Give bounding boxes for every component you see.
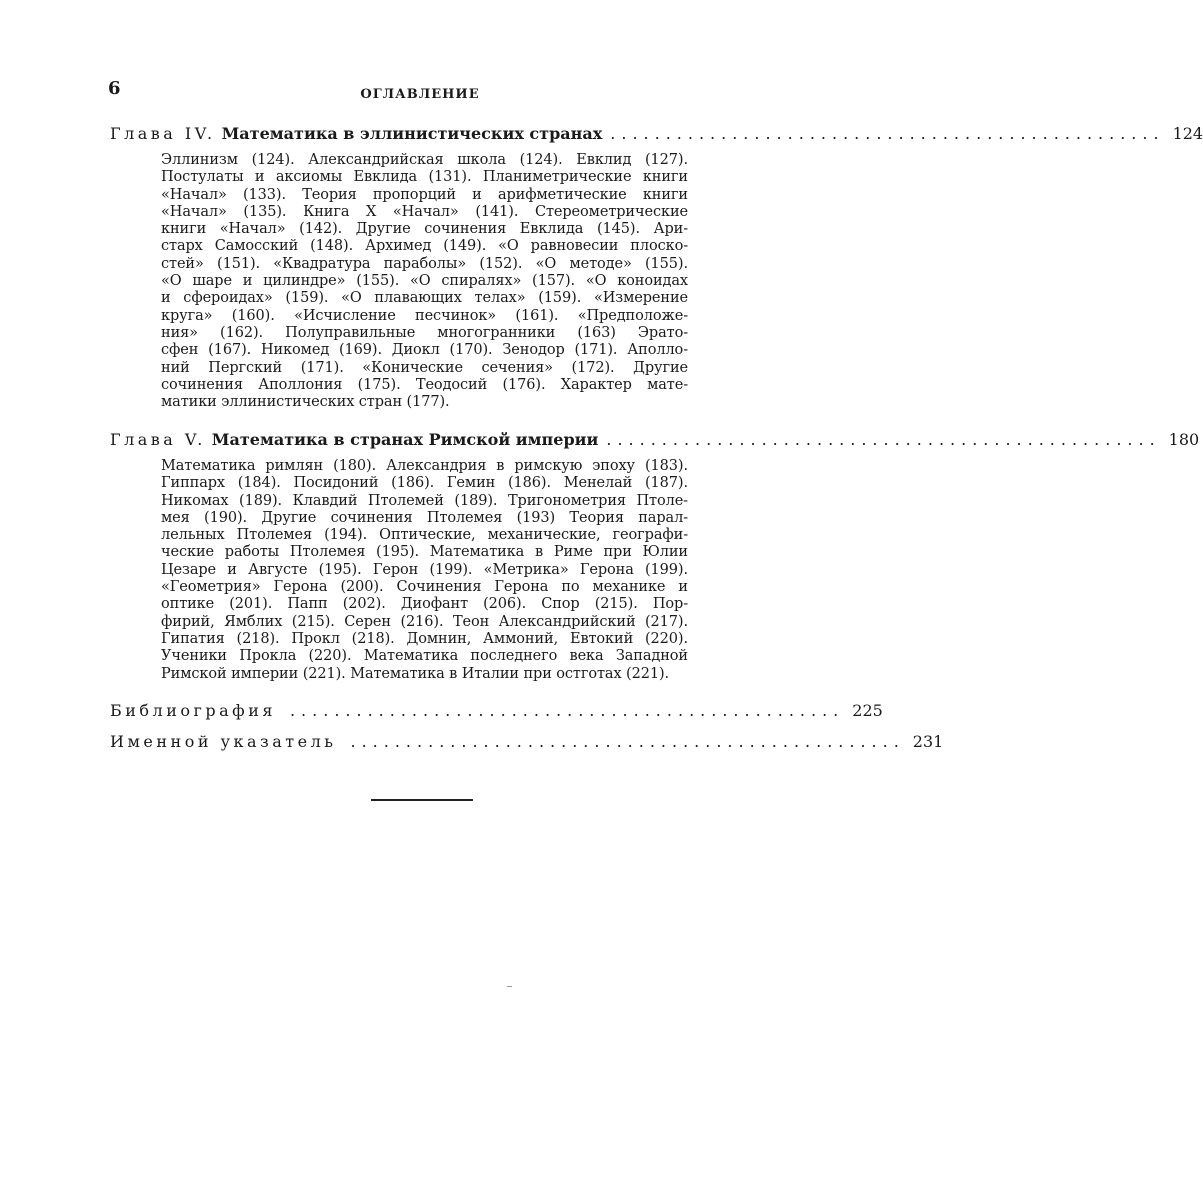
running-head: ОГЛАВЛЕНИЕ bbox=[360, 87, 480, 102]
page-number: 6 bbox=[108, 78, 121, 99]
summary-line: Математика римлян (180). Александрия в римскую эпоху (183). bbox=[161, 458, 688, 474]
summary-line: «Начал» (135). Книга X «Начал» (141). Стереометрические bbox=[161, 203, 688, 220]
summary-line: круга» (160). «Исчисление песчинок» (161). «Предположе- bbox=[161, 307, 688, 324]
toc-entry-chapter-5[interactable] bbox=[110, 430, 1200, 449]
summary-line: сфен (167). Никомед (169). Диокл (170). Зенодор (171). Аполло- bbox=[161, 342, 688, 359]
summary-line: фирий, Ямблих (215). Серен (216). Теон Александрийский (217). bbox=[161, 613, 688, 630]
summary-line: старх Самосский (148). Архимед (149). «О равновесии плоско- bbox=[161, 238, 688, 255]
entry-label: Библиография bbox=[110, 701, 276, 720]
toc-entry-bibliography[interactable] bbox=[110, 701, 883, 720]
summary-line: мея (190). Другие сочинения Птолемея (193) Теория парал- bbox=[161, 509, 688, 526]
summary-line: лельных Птолемея (194). Оптические, механические, географи- bbox=[161, 527, 688, 544]
chapter-page: 124 bbox=[1172, 124, 1203, 143]
dot-leader: .................................................. bbox=[350, 732, 905, 751]
dot-leader: .................................................. bbox=[606, 430, 1161, 449]
entry-page: 225 bbox=[852, 701, 883, 720]
entry-page: 231 bbox=[912, 732, 944, 751]
summary-line: Цезаре и Августе (195). Герон (199). «Метрика» Герона (199). bbox=[161, 561, 688, 578]
summary-line: «О шаре и цилиндре» (155). «О спиралях» (157). «О коноидах bbox=[161, 273, 688, 290]
chapter-label: Глава IV. bbox=[110, 124, 216, 143]
summary-line: сочинения Аполлония (175). Теодосий (176). Характер мате- bbox=[161, 376, 688, 393]
print-speck bbox=[507, 986, 512, 987]
summary-line: и сфероидах» (159). «О плавающих телах» (159). «Измерение bbox=[161, 290, 688, 307]
summary-line: «Геометрия» Герона (200). Сочинения Герона по механике и bbox=[161, 579, 688, 596]
toc-entry-name-index[interactable] bbox=[110, 732, 944, 751]
dot-leader: .................................................. bbox=[610, 124, 1165, 143]
chapter-summary bbox=[161, 458, 688, 683]
summary-line: Эллинизм (124). Александрийская школа (124). Евклид (127). bbox=[161, 152, 688, 168]
summary-line: Гиппарх (184). Посидоний (186). Гемин (186). Менелай (187). bbox=[161, 475, 688, 492]
summary-line: Постулаты и аксиомы Евклида (131). Планиметрические книги bbox=[161, 169, 688, 186]
summary-line: ческие работы Птолемея (195). Математика в Риме при Юлии bbox=[161, 544, 688, 561]
chapter-title: Математика в эллинистических странах bbox=[221, 124, 603, 143]
summary-line: Ученики Прокла (220). Математика последнего века Западной bbox=[161, 648, 688, 665]
chapter-label: Глава V. bbox=[110, 430, 206, 449]
chapter-title: Математика в странах Римской империи bbox=[211, 430, 599, 449]
summary-line: матики эллинистических стран (177). bbox=[161, 394, 450, 411]
summary-line: «Начал» (133). Теория пропорций и арифметические книги bbox=[161, 186, 688, 203]
entry-label: Именной указатель bbox=[110, 732, 337, 751]
dot-leader: .................................................. bbox=[289, 701, 845, 720]
toc-entry-chapter-4[interactable] bbox=[110, 124, 1203, 143]
summary-line: Римской империи (221). Математика в Италии при остготах (221). bbox=[161, 665, 670, 682]
section-divider bbox=[371, 799, 473, 801]
summary-line: ний Пергский (171). «Конические сечения» (172). Другие bbox=[161, 359, 688, 376]
summary-line: книги «Начал» (142). Другие сочинения Евклида (145). Ари- bbox=[161, 221, 688, 238]
summary-line: ния» (162). Полуправильные многогранники (163) Эрато- bbox=[161, 324, 688, 341]
summary-line: Гипатия (218). Прокл (218). Домнин, Аммоний, Евтокий (220). bbox=[161, 630, 688, 647]
chapter-summary bbox=[161, 152, 688, 411]
chapter-page: 180 bbox=[1168, 430, 1200, 449]
summary-line: Никомах (189). Клавдий Птолемей (189). Тригонометрия Птоле- bbox=[161, 492, 688, 509]
summary-line: стей» (151). «Квадратура параболы» (152). «О методе» (155). bbox=[161, 255, 688, 272]
summary-line: оптике (201). Папп (202). Диофант (206). Спор (215). Пор- bbox=[161, 596, 688, 613]
